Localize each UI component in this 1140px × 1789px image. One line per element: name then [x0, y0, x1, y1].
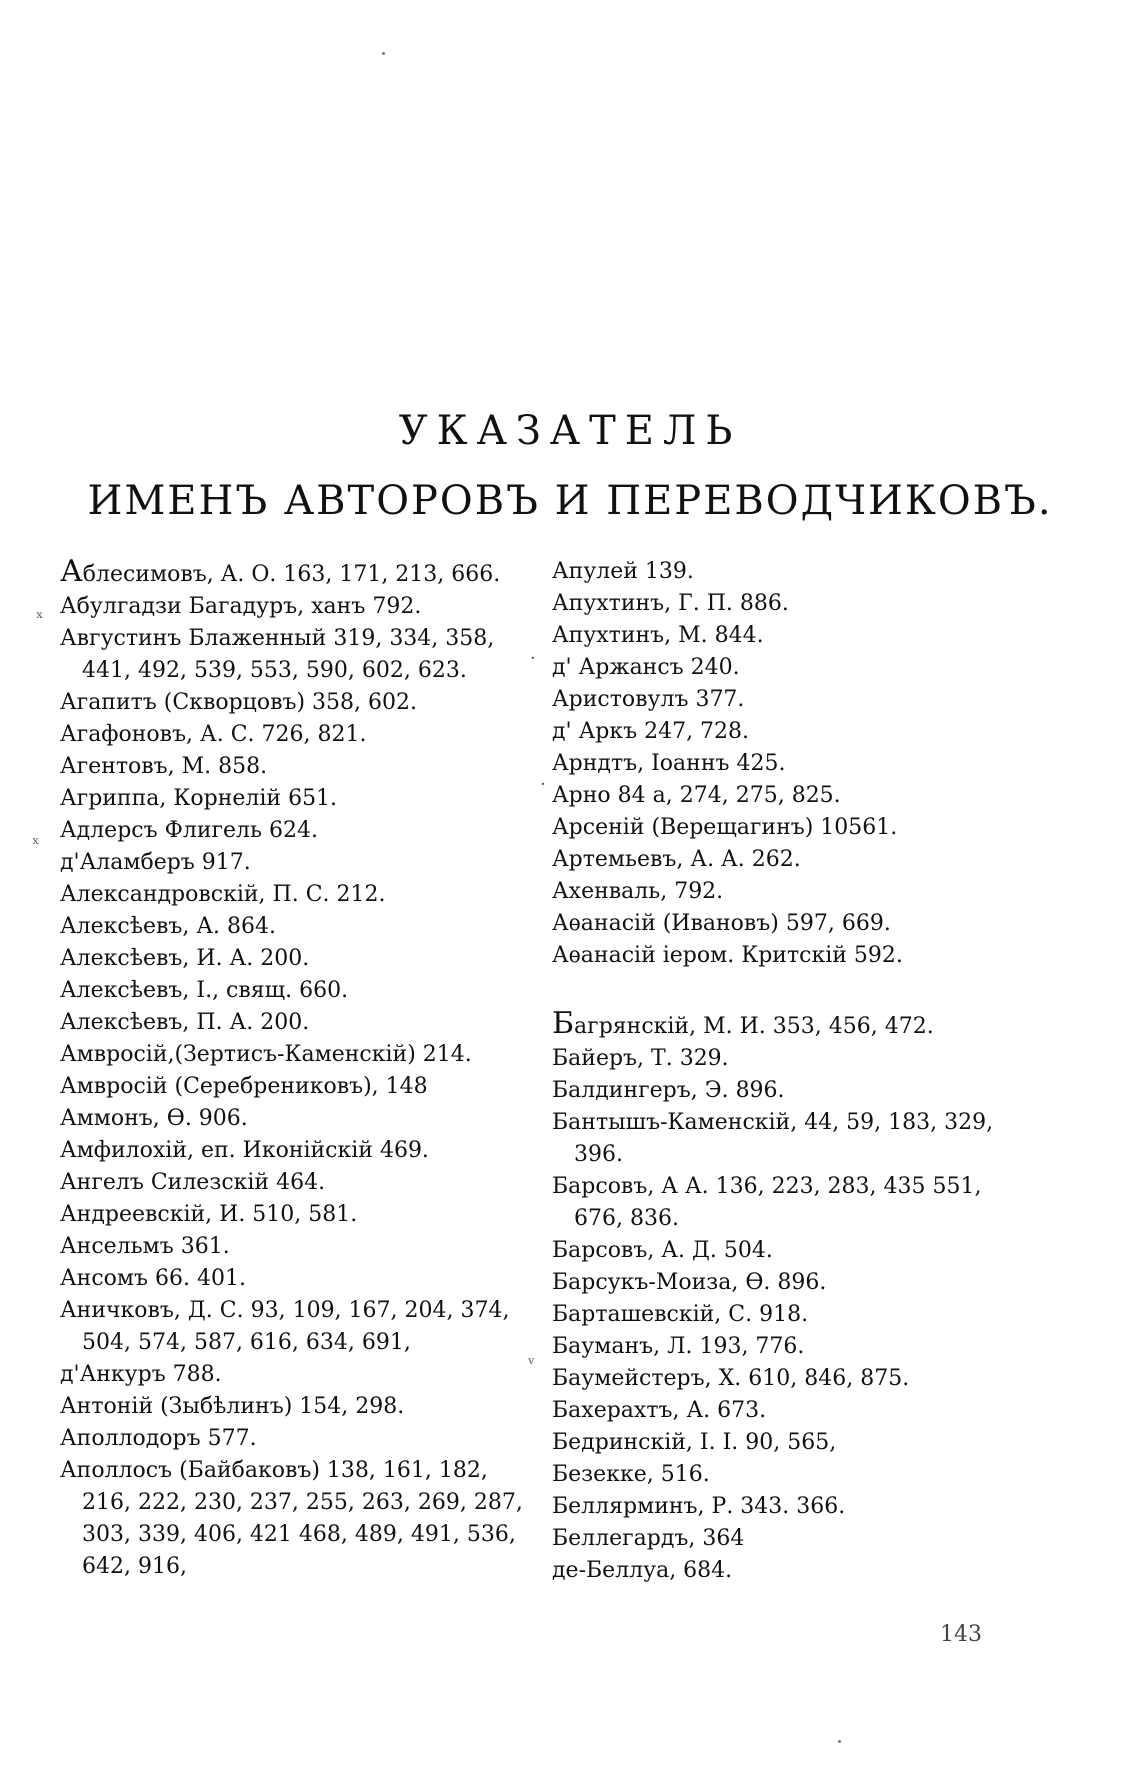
- index-entry: Безекке, 516.: [552, 1462, 710, 1487]
- index-entry: д'Аламберъ 917.: [60, 850, 251, 875]
- margin-mark: ·: [540, 774, 546, 795]
- section-b: [552, 1008, 1022, 1587]
- section-gap: [552, 972, 1022, 1008]
- index-entry: Аѳанасій іером. Критскій 592.: [552, 943, 903, 968]
- index-title: УКАЗАТЕЛЬ: [398, 408, 742, 454]
- index-entry: Апухтинъ, Г. П. 886.: [552, 591, 789, 616]
- index-entry: Беллегардъ, 364: [552, 1526, 745, 1551]
- index-entry: Ансельмъ 361.: [60, 1234, 230, 1259]
- index-entry: Алексѣевъ, А. 864.: [60, 914, 277, 939]
- left-column: [60, 556, 530, 1583]
- index-entry: Барсовъ, А. Д. 504.: [552, 1238, 773, 1263]
- index-entry: Адлерсъ Флигель 624.: [60, 818, 318, 843]
- margin-mark: ˣ: [36, 608, 44, 629]
- index-entry: Артемьевъ, А. А. 262.: [552, 847, 801, 872]
- speck: [838, 1740, 841, 1743]
- index-entry: Алексѣевъ, І., свящ. 660.: [60, 978, 349, 1003]
- index-entry: Бантышъ-Каменскій, 44, 59, 183, 329, 396.: [552, 1110, 994, 1167]
- index-entry: Аблесимовъ, А. О. 163, 171, 213, 666.: [60, 554, 501, 589]
- index-entry: Агриппа, Корнелій 651.: [60, 786, 338, 811]
- index-entry: Апулей 139.: [552, 559, 694, 584]
- index-entry: Андреевскій, И. 510, 581.: [60, 1202, 358, 1227]
- index-entry: Баумейстеръ, Х. 610, 846, 875.: [552, 1366, 910, 1391]
- page-number: 143: [940, 1622, 982, 1647]
- index-entry: Барташевскій, С. 918.: [552, 1302, 809, 1327]
- index-entry: Аничковъ, Д. С. 93, 109, 167, 204, 374, 504, 574, 587, 616, 634, 691,: [60, 1298, 510, 1355]
- index-entry: Ансомъ 66. 401.: [60, 1266, 246, 1291]
- index-entry: Амвросій (Серебрениковъ), 148: [60, 1074, 428, 1099]
- index-entry: Агафоновъ, А. С. 726, 821.: [60, 722, 367, 747]
- index-entry: Антоній (Зыбѣлинъ) 154, 298.: [60, 1394, 405, 1419]
- index-entry: Апухтинъ, М. 844.: [552, 623, 764, 648]
- right-column: [552, 556, 1022, 1587]
- margin-mark: ᵛ: [528, 1354, 535, 1375]
- index-entry: Бедринскій, І. І. 90, 565,: [552, 1430, 837, 1455]
- index-entry: Агентовъ, М. 858.: [60, 754, 268, 779]
- index-entry: Балдингеръ, Э. 896.: [552, 1078, 785, 1103]
- index-entry: д' Аржансъ 240.: [552, 655, 740, 680]
- index-entry: д' Аркъ 247, 728.: [552, 719, 750, 744]
- index-entry: Арндтъ, Іоаннъ 425.: [552, 751, 786, 776]
- index-entry: Арно 84 а, 274, 275, 825.: [552, 783, 841, 808]
- index-entry: Бахерахтъ, А. 673.: [552, 1398, 767, 1423]
- index-entry: Багрянскій, М. И. 353, 456, 472.: [552, 1006, 934, 1041]
- index-entry: Барсукъ-Моиза, Ѳ. 896.: [552, 1270, 827, 1295]
- index-entry: Барсовъ, А А. 136, 223, 283, 435 551, 676, 836.: [552, 1174, 982, 1231]
- index-entry: Ангелъ Силезскій 464.: [60, 1170, 326, 1195]
- index-entry: Аммонъ, Ѳ. 906.: [60, 1106, 248, 1131]
- index-entry: Ахенваль, 792.: [552, 879, 724, 904]
- index-entry: Абулгадзи Багадуръ, ханъ 792.: [60, 594, 422, 619]
- index-entry: Агапитъ (Скворцовъ) 358, 602.: [60, 690, 417, 715]
- index-entry: Аполлосъ (Байбаковъ) 138, 161, 182, 216, 222, 230, 237, 255, 263, 269, 287, 303, 339, 406, 421 468, 489, 491, 536, 642, 916,: [60, 1458, 523, 1579]
- index-entry: Алексѣевъ, И. А. 200.: [60, 946, 310, 971]
- margin-mark: ·: [530, 648, 536, 669]
- speck: [382, 52, 385, 55]
- index-entry: Амвросій,(Зертисъ-Каменскій) 214.: [60, 1042, 472, 1067]
- index-entry: Бауманъ, Л. 193, 776.: [552, 1334, 805, 1359]
- margin-mark: ˣ: [32, 834, 40, 855]
- index-entry: Беллярминъ, Р. 343. 366.: [552, 1494, 846, 1519]
- index-subtitle: ИМЕНЪ АВТОРОВЪ И ПЕРЕВОДЧИКОВЪ.: [87, 478, 1053, 524]
- index-entry: Арсеній (Верещагинъ) 10561.: [552, 815, 898, 840]
- index-entry: Аѳанасій (Ивановъ) 597, 669.: [552, 911, 891, 936]
- index-entry: Аристовулъ 377.: [552, 687, 745, 712]
- index-entry: Байеръ, Т. 329.: [552, 1046, 729, 1071]
- index-entry: д'Анкуръ 788.: [60, 1362, 222, 1387]
- index-entry: де-Беллуа, 684.: [552, 1558, 733, 1583]
- index-entry: Александровскій, П. С. 212.: [60, 882, 386, 907]
- section-a: [552, 556, 1022, 972]
- index-entry: Августинъ Блаженный 319, 334, 358, 441, 492, 539, 553, 590, 602, 623.: [60, 626, 495, 683]
- index-entry: Аполлодоръ 577.: [60, 1426, 257, 1451]
- index-entry: Амфилохій, еп. Иконійскій 469.: [60, 1138, 429, 1163]
- index-entry: Алексѣевъ, П. А. 200.: [60, 1010, 310, 1035]
